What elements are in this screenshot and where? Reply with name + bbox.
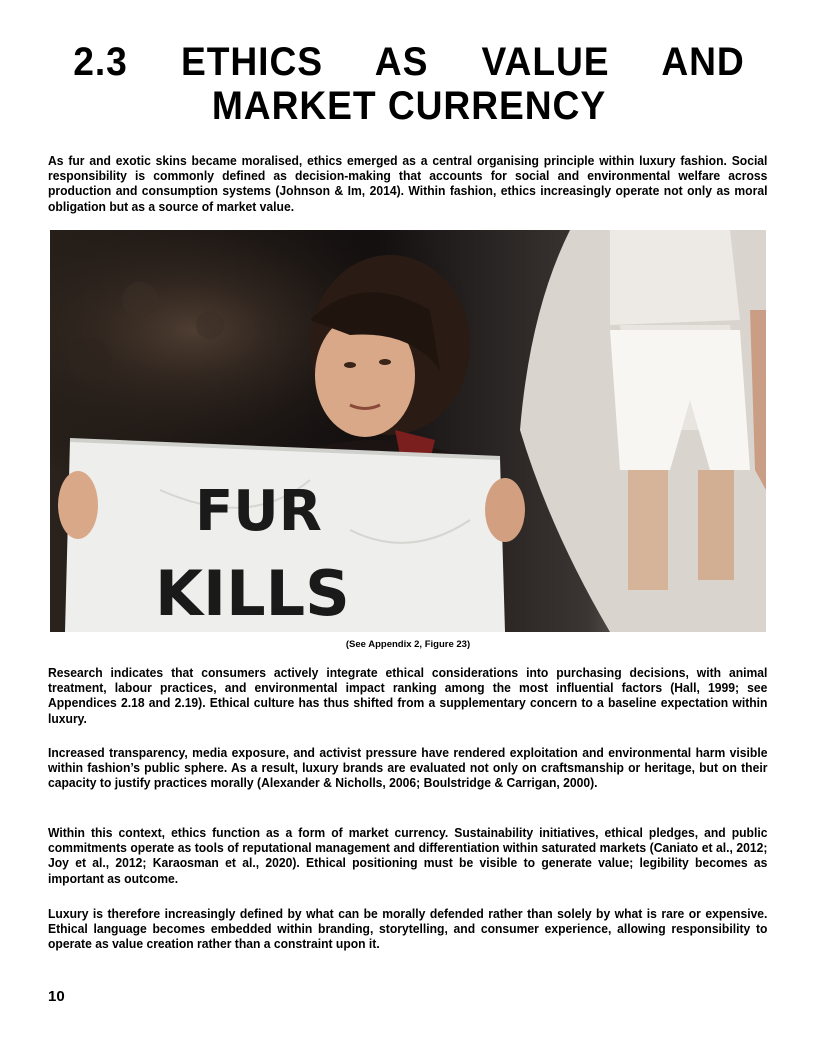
page-title: 2.3 ETHICS AS VALUE AND MARKET CURRENCY [73,40,745,128]
figure-caption: (See Appendix 2, Figure 23) [345,639,471,650]
sign-line-1: FUR [195,479,322,544]
sign-line-2: KILLS [155,557,350,630]
intro-paragraph: As fur and exotic skins became moralised, ethics emerged as a central organising principle within luxury fashion. Social responsibility is commonly defined as decision-making that accounts for social and environmental welfare across production and consumption systems (Johnson & Im, 2014). Within fashion, ethics increasingly operate not only as moral obligation but as a source of market value. [48,153,768,214]
body-paragraph-1: Research indicates that consumers actively integrate ethical considerations into purchasing decisions, with animal treatment, labour practices, and environmental impact ranking among the most influential factors (Hall, 1999; see Appendices 2.18 and 2.19). Ethical culture has thus shifted from a supplementary concern to a baseline expectation within luxury. [48,665,768,726]
protest-photo [50,230,766,632]
protest-photo-illustration [50,230,766,632]
body-paragraph-3: Within this context, ethics function as a form of market currency. Sustainability initiatives, ethical pledges, and public commitments operate as tools of reputational management and differentiation within saturated markets (Caniato et al., 2012; Joy et al., 2012; Karaosman et al., 2020). Ethical positioning must be visible to generate value; legibility becomes as important as outcome. [48,825,768,886]
body-paragraph-2: Increased transparency, media exposure, and activist pressure have rendered exploitation and environmental harm visible within fashion’s public sphere. As a result, luxury brands are evaluated not only on craftsmanship or heritage, but on their capacity to justify practices morally (Alexander & Nicholls, 2006; Boulstridge & Carrigan, 2000). [48,745,768,791]
body-paragraph-4: Luxury is therefore increasingly defined by what can be morally defended rather than solely by what is rare or expensive. Ethical language becomes embedded within branding, storytelling, and consumer experience, allowing responsibility to operate as value creation rather than a constraint upon it. [48,906,768,952]
page-number: 10 [48,988,65,1005]
